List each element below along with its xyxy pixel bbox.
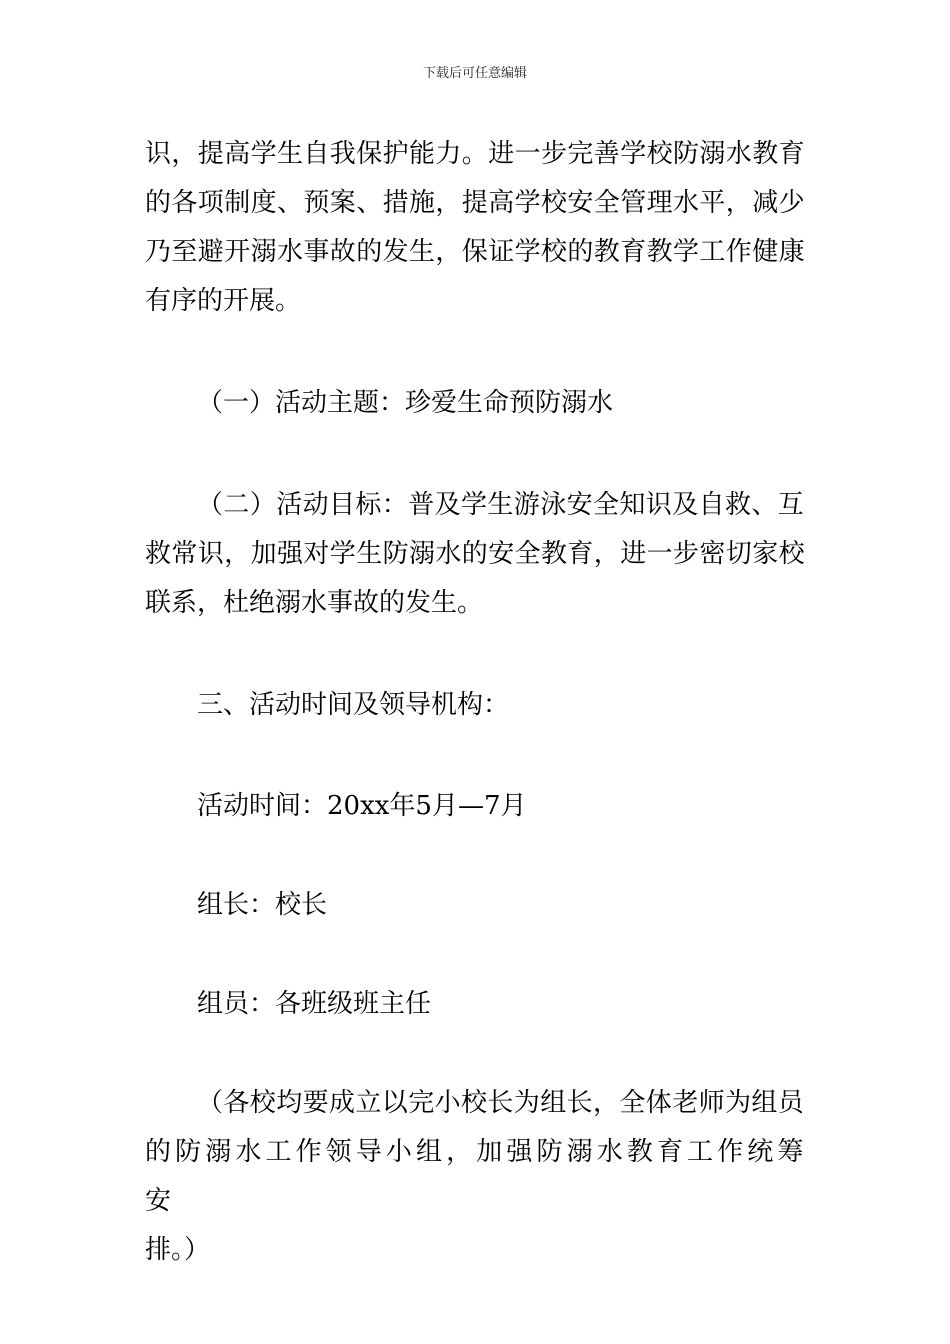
- text-line: 有序的开展。: [145, 286, 302, 316]
- text-line: 的各项制度、预案、措施，提高学校安全管理水平，减少: [145, 188, 806, 218]
- text-line: 三、活动时间及领导机构：: [197, 690, 510, 720]
- paragraph-intro-continuation: [145, 130, 807, 326]
- paragraph-group-members: [145, 980, 807, 1029]
- text-line: 的防溺水工作领导小组，加强防溺水教育工作统筹安: [145, 1137, 807, 1216]
- page-header: 下载后可任意编辑: [422, 66, 527, 81]
- text-line: 乃至避开溺水事故的发生，保证学校的教育教学工作健康: [145, 237, 806, 267]
- text-line: （一）活动主题：珍爱生命预防溺水: [197, 388, 614, 418]
- text-line: 组长：校长: [197, 890, 328, 920]
- paragraph-note: [145, 1079, 807, 1275]
- paragraph-group-leader: [145, 881, 807, 930]
- text-line: 排。）: [145, 1235, 211, 1265]
- section-heading-time-and-leadership: [145, 681, 807, 730]
- text-line: （二）活动目标：普及学生游泳安全知识及自救、互: [197, 490, 805, 520]
- text-line: 组员：各班级班主任: [197, 989, 432, 1019]
- document-body: [145, 130, 807, 1275]
- text-line: 联系，杜绝溺水事故的发生。: [145, 588, 484, 618]
- text-line: 救常识，加强对学生防溺水的安全教育，进一步密切家校: [145, 539, 806, 569]
- paragraph-activity-theme: [145, 379, 807, 428]
- text-line: （各校均要成立以完小校长为组长，全体老师为组员: [197, 1088, 805, 1118]
- text-line: 活动时间：20xx年5月—7月: [197, 791, 527, 821]
- paragraph-activity-goal: [145, 481, 807, 628]
- text-line: 识，提高学生自我保护能力。进一步完善学校防溺水教育: [145, 139, 806, 169]
- paragraph-activity-time: [145, 782, 807, 831]
